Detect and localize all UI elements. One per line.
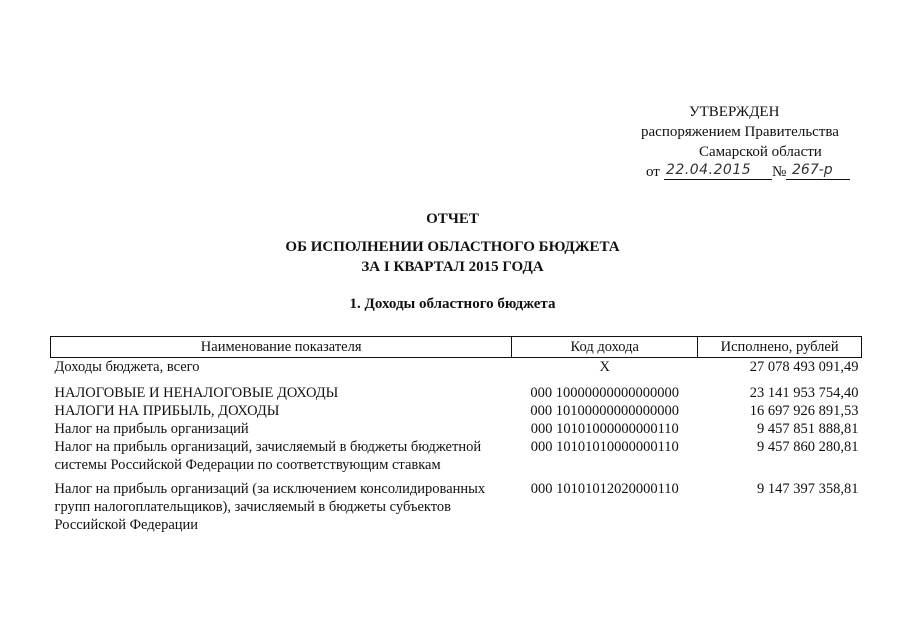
table-row <box>51 480 862 534</box>
row-name: НАЛОГОВЫЕ И НЕНАЛОГОВЫЕ ДОХОДЫ <box>54 385 339 401</box>
table-header-row <box>51 337 862 358</box>
row-code: X <box>599 359 610 375</box>
column-header-code: Код дохода <box>512 337 698 358</box>
number-underline <box>786 179 850 180</box>
approval-date: 22.04.2015 <box>666 162 752 178</box>
report-period: ЗА I КВАРТАЛ 2015 ГОДА <box>361 259 544 275</box>
row-amount: 23 141 953 754,40 <box>749 385 859 401</box>
row-code: 000 10101012020000110 <box>530 481 679 497</box>
table-row <box>51 402 862 420</box>
report-subtitle: ОБ ИСПОЛНЕНИИ ОБЛАСТНОГО БЮДЖЕТА <box>285 239 620 255</box>
date-underline <box>664 179 772 180</box>
row-code: 000 10101000000000110 <box>530 421 679 437</box>
approval-stamp <box>600 102 900 182</box>
approval-region: Самарской области <box>699 144 822 160</box>
row-code: 000 10000000000000000 <box>530 385 680 401</box>
row-code: 000 10101010000000110 <box>530 439 679 455</box>
row-amount: 16 697 926 891,53 <box>749 403 859 419</box>
row-name: НАЛОГИ НА ПРИБЫЛЬ, ДОХОДЫ <box>54 403 280 419</box>
approval-title: УТВЕРЖДЕН <box>689 104 780 120</box>
report-title: ОТЧЕТ <box>426 211 479 227</box>
number-prefix: № <box>772 164 787 180</box>
row-name: Налог на прибыль организаций <box>54 421 249 437</box>
table-row <box>51 384 862 402</box>
approval-number: 267-р <box>792 162 833 178</box>
revenue-table <box>50 336 862 534</box>
row-amount: 9 457 860 280,81 <box>757 439 859 455</box>
row-name: Налог на прибыль организаций, зачисляемый в бюджеты бюджетной системы Российской Федерации по соответствующим ставкам <box>54 439 482 473</box>
table-row <box>51 358 862 385</box>
column-header-amount: Исполнено, рублей <box>698 337 862 358</box>
row-name: Налог на прибыль организаций (за исключением консолидированных групп налогоплательщиков), зачисляемый в бюджеты субъектов Российской Федерации <box>54 481 486 533</box>
row-amount: 9 147 397 358,81 <box>757 481 859 497</box>
approval-date-number <box>600 162 900 182</box>
row-name: Доходы бюджета, всего <box>54 359 200 375</box>
row-code: 000 10100000000000000 <box>530 403 680 419</box>
row-amount: 27 078 493 091,49 <box>749 359 859 375</box>
date-prefix: от <box>646 164 660 180</box>
approval-issuer: распоряжением Правительства <box>641 124 839 140</box>
table-row <box>51 438 862 480</box>
row-amount: 9 457 851 888,81 <box>757 421 859 437</box>
table-row <box>51 420 862 438</box>
column-header-name: Наименование показателя <box>51 337 512 358</box>
section-title: 1. Доходы областного бюджета <box>349 296 556 312</box>
